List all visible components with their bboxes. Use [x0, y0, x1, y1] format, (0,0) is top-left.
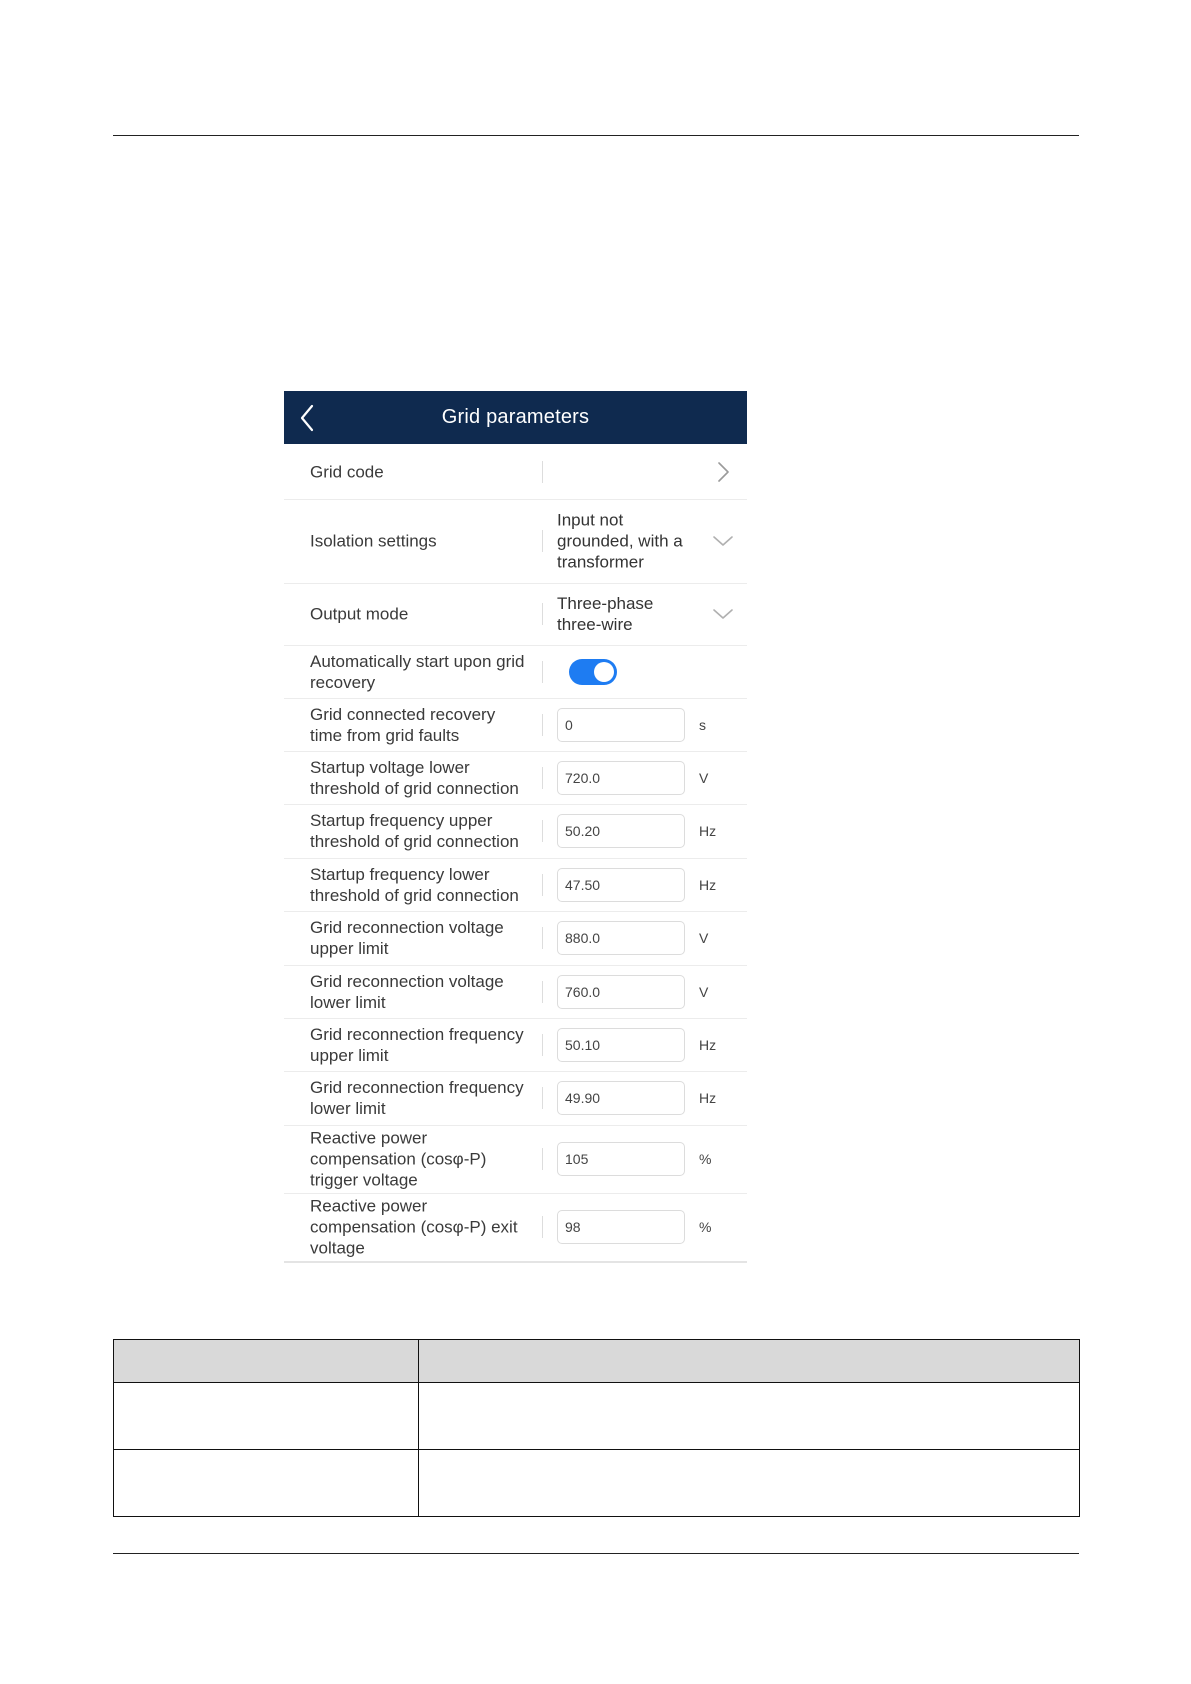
chevron-down-icon: [713, 604, 733, 624]
grid-code-open[interactable]: [713, 462, 733, 482]
recovery-time-unit: s: [699, 716, 706, 733]
reconnection-frequency-lower-row: [284, 1071, 747, 1126]
row-divider: [542, 714, 543, 736]
startup-voltage-lower-row: [284, 751, 747, 805]
chevron-right-icon: [713, 462, 733, 482]
row-divider: [542, 1148, 543, 1170]
startup-frequency-lower-unit: Hz: [699, 876, 717, 893]
table-cell: [419, 1383, 1080, 1450]
cosphi-exit-voltage-input[interactable]: [557, 1210, 685, 1244]
cosphi-trigger-voltage-label: Reactive power compensation (cosφ-P) trigger voltage: [310, 1128, 487, 1190]
row-divider: [542, 1087, 543, 1109]
reconnection-frequency-lower-input[interactable]: [557, 1081, 685, 1115]
row-divider: [542, 603, 543, 625]
row-divider: [542, 1034, 543, 1056]
table-cell: [114, 1450, 419, 1517]
cosphi-trigger-voltage-row: [284, 1125, 747, 1194]
isolation-settings-dropdown[interactable]: [713, 531, 733, 551]
startup-frequency-upper-label: Startup frequency upper threshold of grid connection: [310, 811, 519, 851]
cosphi-exit-voltage-label: Reactive power compensation (cosφ-P) exit voltage: [310, 1196, 518, 1258]
phone-screenshot: [284, 391, 747, 1261]
toggle-knob: [594, 662, 614, 682]
reconnection-voltage-lower-label: Grid reconnection voltage lower limit: [310, 971, 504, 1012]
reconnection-voltage-upper-label: Grid reconnection voltage upper limit: [310, 918, 504, 958]
recovery-time-input[interactable]: [557, 708, 685, 742]
table-row: [114, 1383, 1080, 1450]
table-header-cell: [419, 1340, 1080, 1383]
footer-rule: [113, 1553, 1079, 1554]
table-header-row: [114, 1340, 1080, 1383]
row-divider: [542, 927, 543, 949]
table-cell: [114, 1383, 419, 1450]
startup-voltage-lower-label: Startup voltage lower threshold of grid connection: [310, 757, 519, 798]
output-mode-value[interactable]: Three-phase three-wire: [557, 594, 654, 634]
parameter-table: [113, 1339, 1080, 1517]
cosphi-trigger-voltage-unit: %: [699, 1151, 712, 1167]
row-divider: [542, 530, 543, 552]
reconnection-frequency-upper-label: Grid reconnection frequency upper limit: [310, 1024, 524, 1065]
header-rule: [113, 135, 1079, 136]
reconnection-voltage-lower-unit: V: [699, 983, 709, 1000]
startup-frequency-upper-input[interactable]: [557, 814, 685, 848]
reconnection-frequency-lower-unit: Hz: [699, 1090, 717, 1106]
reconnection-voltage-upper-input[interactable]: [557, 921, 685, 955]
cosphi-trigger-voltage-input[interactable]: [557, 1142, 685, 1176]
reconnection-voltage-lower-row: [284, 965, 747, 1019]
auto-start-label: Automatically start upon grid recovery: [310, 651, 525, 692]
isolation-settings-label: Isolation settings: [310, 531, 437, 551]
startup-voltage-lower-unit: V: [699, 769, 709, 786]
table-row: [114, 1450, 1080, 1517]
row-divider: [542, 1216, 543, 1238]
startup-frequency-upper-row: [284, 804, 747, 859]
isolation-settings-value[interactable]: Input not grounded, with a transformer: [557, 510, 683, 572]
page-title: Grid parameters: [441, 406, 590, 428]
startup-frequency-upper-unit: Hz: [699, 823, 717, 839]
reconnection-voltage-upper-unit: V: [699, 930, 709, 946]
startup-frequency-lower-row: [284, 858, 747, 912]
output-mode-label: Output mode: [310, 604, 409, 624]
startup-frequency-lower-input[interactable]: [557, 868, 685, 902]
row-divider: [542, 820, 543, 842]
chevron-down-icon: [713, 531, 733, 551]
auto-start-row: [284, 645, 747, 699]
cosphi-exit-voltage-unit: %: [699, 1219, 712, 1235]
output-mode-dropdown[interactable]: [713, 604, 733, 624]
startup-frequency-lower-label: Startup frequency lower threshold of grid connection: [310, 864, 519, 905]
isolation-settings-row[interactable]: [284, 499, 747, 584]
reconnection-frequency-upper-row: [284, 1018, 747, 1072]
row-divider: [542, 767, 543, 789]
row-divider: [542, 981, 543, 1003]
row-divider: [542, 461, 543, 483]
reconnection-frequency-upper-input[interactable]: [557, 1028, 685, 1062]
auto-start-toggle[interactable]: [569, 659, 617, 685]
output-mode-row[interactable]: [284, 583, 747, 646]
reconnection-voltage-upper-row: [284, 911, 747, 966]
cosphi-exit-voltage-row: [284, 1193, 747, 1263]
recovery-time-row: [284, 698, 747, 752]
title-bar: [284, 391, 747, 444]
grid-code-label: Grid code: [310, 462, 384, 481]
table-cell: [419, 1450, 1080, 1517]
table-header-cell: [114, 1340, 419, 1383]
reconnection-voltage-lower-input[interactable]: [557, 975, 685, 1009]
grid-code-row[interactable]: [284, 444, 747, 500]
reconnection-frequency-upper-unit: Hz: [699, 1036, 717, 1053]
row-divider: [542, 874, 543, 896]
startup-voltage-lower-input[interactable]: [557, 761, 685, 795]
row-divider: [542, 661, 543, 683]
reconnection-frequency-lower-label: Grid reconnection frequency lower limit: [310, 1078, 524, 1118]
recovery-time-label: Grid connected recovery time from grid faults: [310, 704, 496, 745]
